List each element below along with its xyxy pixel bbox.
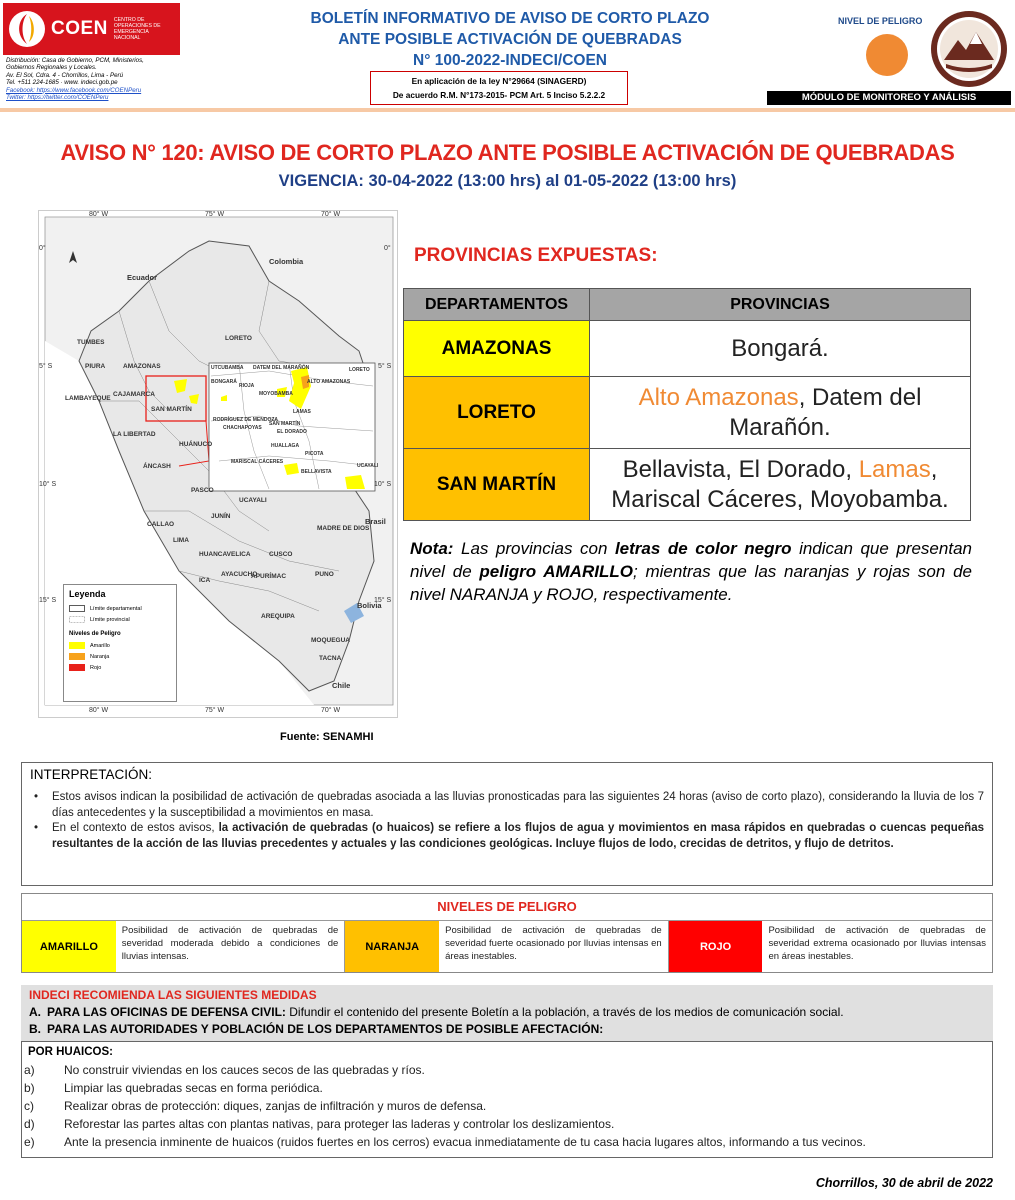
nivel-peligro-indicator <box>866 34 908 76</box>
provincias-title: PROVINCIAS EXPUESTAS: <box>414 245 658 266</box>
provincia-text-naranja: Lamas <box>858 455 931 483</box>
list-item <box>24 1061 986 1079</box>
naranja-swatch <box>69 653 85 660</box>
recomendacion-bold: PARA LAS AUTORIDADES Y POBLACIÓN DE LOS DEPARTAMENTOS DE POSIBLE AFECTACIÓN: <box>47 1022 604 1036</box>
dept-label: MOQUEGUA <box>311 637 350 644</box>
dept-label: ICA <box>199 577 211 584</box>
dept-label: HUANCAVELICA <box>199 551 251 558</box>
list-item <box>24 1115 986 1133</box>
country-label: Chile <box>332 681 351 690</box>
dept-label: CAJAMARCA <box>113 391 155 398</box>
legend-item <box>69 614 171 625</box>
inset-label: MOYOBAMBA <box>259 391 293 397</box>
huaicos-box <box>21 1041 993 1158</box>
country-label: Brasil <box>365 517 386 526</box>
list-letter: a) <box>24 1063 35 1077</box>
nota-part: ; mientras que las naranjas y rojas son de nivel NARANJA y ROJO, respectivamente. <box>410 562 973 604</box>
recomendaciones-title: INDECI RECOMIENDA LAS SIGUIENTES MEDIDAS <box>29 988 317 1002</box>
nota-part: indican que presentan nivel de <box>410 539 972 581</box>
facebook-link[interactable]: Facebook: https://www.facebook.com/COENPeru <box>6 86 142 94</box>
header <box>0 0 1015 112</box>
provincias-cell <box>590 377 971 449</box>
law-line: En aplicación de la ley N°29664 (SINAGERD) <box>411 76 587 86</box>
country-label: Ecuador <box>127 273 158 282</box>
nota <box>410 537 972 606</box>
provincias-cell <box>590 449 971 521</box>
recomendaciones-header <box>21 985 993 1041</box>
table-row <box>404 377 971 449</box>
inset-label: EL DORADO <box>277 429 307 435</box>
inset-label: SAN MARTÍN <box>269 421 301 427</box>
provincia-text-naranja: Alto Amazonas <box>638 383 799 411</box>
coord-label: 15° S <box>39 597 57 604</box>
nivel-naranja-desc: Posibilidad de activación de quebradas de severidad fuerte ocasionado por lluvias intensas en áreas inestables. <box>439 921 669 972</box>
nota-part: letras de color negro <box>614 539 792 558</box>
legend-item-label: Rojo <box>90 664 102 671</box>
dept-label: TACNA <box>319 655 342 662</box>
coord-label: 0° <box>384 245 391 252</box>
logo-text: COEN <box>51 18 108 39</box>
inset-label: MARISCAL CÁCERES <box>231 459 284 465</box>
coord-label: 75° W <box>205 211 225 218</box>
legend-niveles-title: Niveles de Peligro <box>69 631 121 637</box>
contact-info <box>6 57 196 101</box>
contact-line: Av. El Sol, Cdra. 4 - Chorrillos, Lima - Perú <box>6 71 124 79</box>
inset-label: UTCUBAMBA <box>211 365 244 371</box>
contact-line: Distribución: Casa de Gobierno, PCM, Ministerios, <box>6 57 144 64</box>
recomendacion-letter: B. <box>29 1022 41 1036</box>
coord-label: 70° W <box>321 211 341 218</box>
indeci-seal-icon <box>930 10 1008 88</box>
legend-item-label: Límite provincial <box>90 616 130 623</box>
coord-label: 5° S <box>378 363 392 370</box>
recomendacion-bold: PARA LAS OFICINAS DE DEFENSA CIVIL: <box>47 1005 286 1019</box>
dept-label: LA LIBERTAD <box>113 431 156 438</box>
dept-label: LORETO <box>225 335 252 342</box>
coord-label: 10° S <box>374 481 392 488</box>
list-letter: c) <box>24 1099 34 1113</box>
recomendacion-text: Difundir el contenido del presente Boletín a la población, a través de los medios de comunicación social. <box>285 1005 844 1019</box>
interpretacion-bullet: • Estos avisos indican la posibilidad de activación de quebradas asociada a las lluvias pronosticadas para las siguientes 24 horas (aviso de corto plazo), considerando la lluvia de los 7 días antecedentes y la susceptibilidad a movimientos en masa. <box>30 790 984 821</box>
col-departamentos: DEPARTAMENTOS <box>404 289 590 321</box>
recomendacion-b <box>29 1021 985 1038</box>
nota-part: peligro AMARILLO <box>479 562 633 581</box>
dept-label: SAN MARTÍN <box>151 406 192 413</box>
provincia-text: , Datem del Marañón. <box>729 383 922 441</box>
contact-line: Gobiernos Regionales y Locales. <box>6 64 97 72</box>
coen-logo <box>3 3 180 55</box>
inset-label: PICOTA <box>305 451 324 457</box>
dept-label: PASCO <box>191 487 214 494</box>
coord-label: 10° S <box>39 481 57 488</box>
list-letter: b) <box>24 1081 35 1095</box>
inset-label: ALTO AMAZONAS <box>307 379 351 385</box>
inset-label: RIOJA <box>239 383 255 389</box>
inset-label: DATEM DEL MARAÑÓN <box>253 365 310 371</box>
nivel-rojo-tag: ROJO <box>669 921 763 972</box>
departamento-cell: AMAZONAS <box>404 321 590 377</box>
nivel-amarillo-tag: AMARILLO <box>22 921 116 972</box>
inset-label: LAMAS <box>293 409 311 415</box>
dept-label: AYACUCHO <box>221 571 258 578</box>
provincia-text: Bellavista, El Dorado, <box>622 455 859 483</box>
coord-label: 80° W <box>89 707 109 714</box>
dept-label: MADRE DE DIOS <box>317 525 370 532</box>
legend-item <box>69 662 171 673</box>
law-line: De acuerdo R.M. N°173-2015- PCM Art. 5 Inciso 5.2.2.2 <box>392 90 606 100</box>
dept-boundary-icon <box>69 605 85 612</box>
modulo-banner: MÓDULO DE MONITOREO Y ANÁLISIS <box>767 91 1011 105</box>
dept-label: ÁNCASH <box>143 463 171 470</box>
dept-label: AREQUIPA <box>261 613 295 620</box>
list-letter: d) <box>24 1117 35 1131</box>
list-text: Realizar obras de protección: diques, zanjas de infiltración y muros de defensa. <box>64 1099 487 1113</box>
inset-label: BELLAVISTA <box>301 469 332 475</box>
list-item <box>24 1079 986 1097</box>
dept-label: APURÍMAC <box>251 573 287 580</box>
list-text: No construir viviendas en los cauces secos de las quebradas y ríos. <box>64 1063 425 1077</box>
coord-label: 5° S <box>39 363 53 370</box>
fecha: Chorrillos, 30 de abril de 2022 <box>815 1176 993 1190</box>
list-text: Reforestar las partes altas con plantas nativas, para proteger las laderas y controlar los deslizamientos. <box>64 1117 615 1131</box>
legend-item <box>69 603 171 614</box>
legend-item <box>69 640 171 651</box>
dept-label: PIURA <box>85 363 106 370</box>
nota-part: Las provincias con <box>453 539 615 558</box>
bulletin-title-line: BOLETÍN INFORMATIVO DE AVISO DE CORTO PLAZO <box>310 10 710 27</box>
dept-label: TUMBES <box>77 339 105 346</box>
twitter-link[interactable]: Twitter: https://twitter.com/COENPeru <box>6 94 109 102</box>
table-row <box>404 321 971 377</box>
inset-label: BONGARÁ <box>211 379 237 385</box>
legend-item-label: Límite departamental <box>90 605 142 612</box>
nivel-peligro-label: NIVEL DE PELIGRO <box>838 16 923 26</box>
law-reference <box>370 71 628 105</box>
legend-item-label: Naranja <box>90 653 110 660</box>
header-divider <box>0 108 1015 112</box>
dept-label: UCAYALI <box>239 497 267 504</box>
interpretacion-box <box>21 762 993 886</box>
map-source: Fuente: SENAMHI <box>280 731 374 743</box>
legend-item-label: Amarillo <box>90 642 110 649</box>
list-item <box>24 1133 986 1151</box>
dept-label: JUNÍN <box>211 513 231 520</box>
coord-label: 0° <box>39 245 46 252</box>
niveles-box <box>21 893 993 973</box>
inset-label: RODRÍGUEZ DE MENDOZA <box>213 417 278 423</box>
nota-part: Nota: <box>410 539 454 558</box>
bulletin-number: N° 100-2022-INDECI/COEN <box>413 52 607 69</box>
coord-label: 75° W <box>205 707 225 714</box>
dept-label: PUNO <box>315 571 334 578</box>
nivel-amarillo-desc: Posibilidad de activación de quebradas de severidad moderada debido a condiciones de lluvias intensas. <box>116 921 346 972</box>
nivel-naranja-tag: NARANJA <box>345 921 439 972</box>
provincias-table <box>403 288 971 521</box>
coord-label: 15° S <box>374 597 392 604</box>
recomendacion-a <box>29 1004 985 1021</box>
dept-label: CUSCO <box>269 551 293 558</box>
country-label: Bolivia <box>357 601 382 610</box>
coord-label: 70° W <box>321 707 341 714</box>
aviso-title: AVISO N° 120: AVISO DE CORTO PLAZO ANTE POSIBLE ACTIVACIÓN DE QUEBRADAS <box>60 140 955 165</box>
legend-item <box>69 651 171 662</box>
bulletin-title-line: ANTE POSIBLE ACTIVACIÓN DE QUEBRADAS <box>338 31 682 48</box>
recomendacion-letter: A. <box>29 1005 41 1019</box>
inset-label: CHACHAPOYAS <box>223 425 262 431</box>
bulletin-title <box>250 8 770 71</box>
list-text: Limpiar las quebradas secas en forma periódica. <box>64 1081 323 1095</box>
inset-label: UCAYALI <box>357 463 379 469</box>
departamento-cell: SAN MARTÍN <box>404 449 590 521</box>
list-item <box>24 1097 986 1115</box>
rojo-swatch <box>69 664 85 671</box>
provincia-text: Bongará. <box>731 334 829 362</box>
niveles-row <box>22 920 992 972</box>
list-text: Ante la presencia inminente de huaicos (ruidos fuertes en los cerros) evacua inmediatamente de tu casa hacia lugares altos, informando a tus vecinos. <box>64 1135 866 1149</box>
map-legend <box>63 584 177 702</box>
inset-label: LORETO <box>349 367 370 373</box>
contact-line: Tel. +511 224-1685 · www. indeci.gob.pe <box>6 79 118 87</box>
legend-title: Leyenda <box>69 589 106 599</box>
logo-subtitle: CENTRO DE OPERACIONES DE EMERGENCIA NACIONAL <box>113 17 161 41</box>
coord-label: 80° W <box>89 211 109 218</box>
bullet-text-bold: la activación de quebradas (o huaicos) se refiere a los flujos de agua y movimientos en masa rápidos en quebradas o cuencas pequeñas resultantes de la acción de las lluvias precedentes y actuales y las condiciones geológicas. Incluye flujos de lodo, crecidas de detritos, y flujo de detritos. <box>52 822 985 850</box>
dept-label: HUÁNUCO <box>179 441 213 448</box>
table-header-row <box>404 289 971 321</box>
inset-label: HUALLAGA <box>271 443 300 449</box>
list-letter: e) <box>24 1135 35 1149</box>
dept-label: AMAZONAS <box>123 363 161 370</box>
bullet-text: En el contexto de estos avisos, <box>52 822 219 834</box>
dept-label: LIMA <box>173 537 189 544</box>
dept-label: CALLAO <box>147 521 175 528</box>
interpretacion-bullet <box>30 821 984 852</box>
coen-logo-icon <box>7 6 47 52</box>
provincias-cell <box>590 321 971 377</box>
vigencia: VIGENCIA: 30-04-2022 (13:00 hrs) al 01-05-2022 (13:00 hrs) <box>278 172 737 190</box>
nivel-rojo-desc: Posibilidad de activación de quebradas de severidad extrema ocasionado por lluvias intensas en áreas inestables. <box>768 925 986 962</box>
country-label: Colombia <box>269 257 304 266</box>
amarillo-swatch <box>69 642 85 649</box>
huaicos-title: POR HUAICOS: <box>28 1046 113 1058</box>
risk-map <box>38 210 398 718</box>
col-provincias: PROVINCIAS <box>590 289 971 321</box>
prov-boundary-icon <box>69 616 85 623</box>
dept-label: LAMBAYEQUE <box>65 395 111 402</box>
provincia-text: , Mariscal Cáceres, Moyobamba. <box>611 455 949 513</box>
table-row <box>404 449 971 521</box>
niveles-title: NIVELES DE PELIGRO <box>437 899 577 914</box>
interpretacion-title: INTERPRETACIÓN: <box>30 767 153 782</box>
departamento-cell: LORETO <box>404 377 590 449</box>
